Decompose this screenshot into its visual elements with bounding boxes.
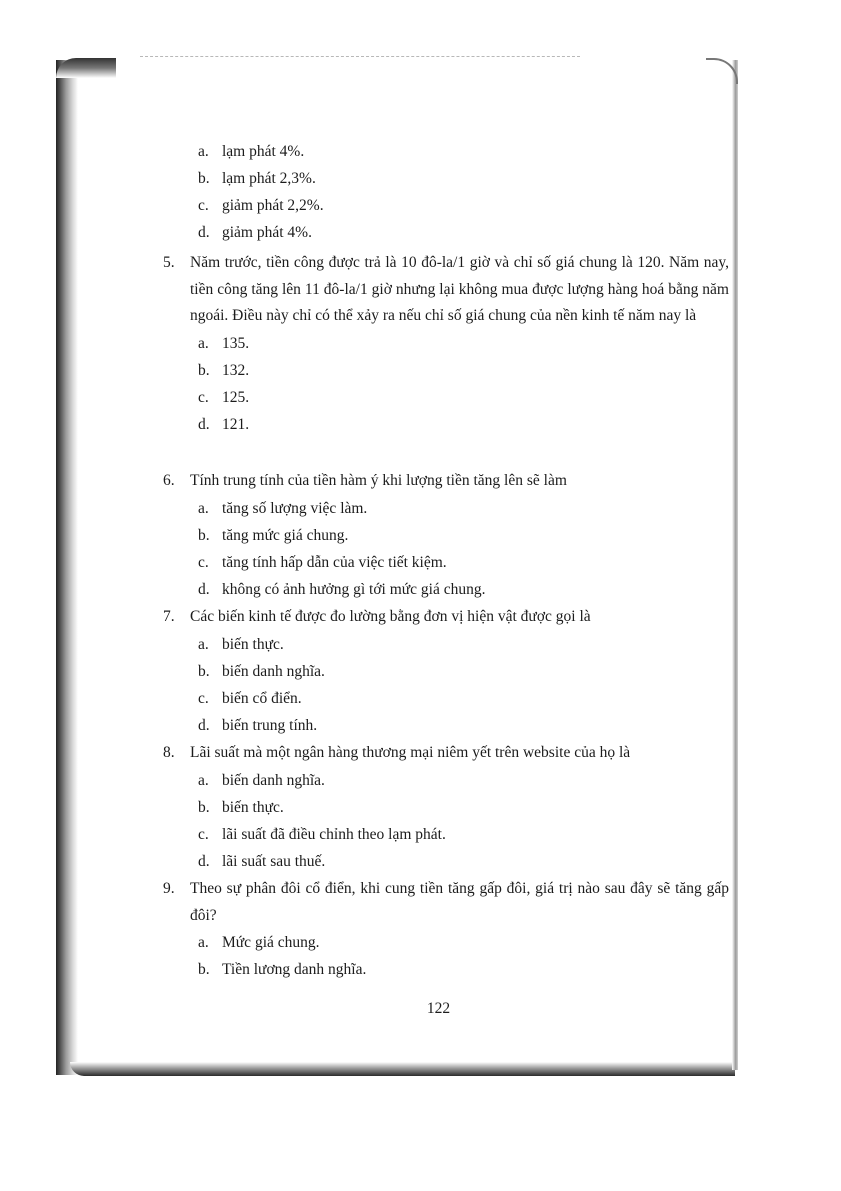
option-text: Mức giá chung. (222, 934, 320, 951)
option (198, 192, 729, 219)
page-number: 122 (426, 1000, 451, 1017)
option (198, 712, 729, 739)
option-text: biến danh nghĩa. (222, 662, 325, 680)
option-letter: c. (198, 825, 209, 843)
question-number: 9. (163, 880, 175, 897)
option (198, 411, 729, 438)
option-letter: c. (198, 197, 209, 214)
option (198, 165, 729, 192)
option-text: tăng số lượng việc làm. (222, 499, 368, 517)
question-number: 5. (163, 254, 175, 271)
option-letter: a. (198, 771, 209, 789)
previous-question-options (163, 138, 729, 246)
option-text: lạm phát 2,3%. (222, 170, 316, 187)
option-letter: b. (198, 798, 210, 816)
option-letter: d. (198, 852, 210, 870)
option (198, 685, 729, 712)
option-text: giảm phát 4%. (222, 224, 312, 241)
option (198, 384, 729, 411)
option-text: biến cổ điển. (222, 689, 302, 707)
option-text: tăng tính hấp dẫn của việc tiết kiệm. (222, 553, 447, 571)
question-text: Lãi suất mà một ngân hàng thương mại niêm yết trên website của họ là (190, 744, 631, 761)
question-text: Theo sự phân đôi cổ điển, khi cung tiền tăng gấp đôi, giá trị nào sau đây sẽ tăng gấp đôi? (190, 880, 729, 924)
option-text: lạm phát 4%. (222, 143, 305, 160)
option (198, 576, 729, 603)
option-text: tăng mức giá chung. (222, 526, 349, 544)
option-text: 135. (222, 334, 250, 352)
option-letter: a. (198, 635, 209, 653)
question-number: 6. (163, 472, 175, 489)
option-text: biến thực. (222, 798, 284, 816)
option-text: 125. (222, 388, 250, 406)
option-letter: c. (198, 388, 209, 406)
option-letter: d. (198, 224, 210, 241)
option (198, 219, 729, 246)
option-text: biến thực. (222, 635, 284, 653)
option-text: lãi suất sau thuế. (222, 852, 326, 870)
question-number: 8. (163, 744, 175, 761)
option (198, 549, 729, 576)
option-letter: b. (198, 662, 210, 680)
option-letter: b. (198, 526, 210, 544)
question-9 (163, 876, 729, 983)
option-letter: c. (198, 689, 209, 707)
option-letter: a. (198, 143, 209, 160)
option (198, 495, 729, 522)
option-text: giảm phát 2,2%. (222, 197, 324, 214)
option (198, 631, 729, 658)
option (198, 956, 729, 983)
option-text: 121. (222, 415, 250, 433)
option-letter: d. (198, 580, 210, 598)
option-letter: a. (198, 334, 209, 352)
question-7 (163, 604, 729, 739)
option-text: lãi suất đã điều chỉnh theo lạm phát. (222, 825, 446, 843)
option (198, 794, 729, 821)
option-text: biến trung tính. (222, 716, 318, 734)
option-letter: b. (198, 170, 210, 187)
option (198, 330, 729, 357)
option (198, 138, 729, 165)
question-number: 7. (163, 608, 175, 625)
option (198, 929, 729, 956)
question-text: Tính trung tính của tiền hàm ý khi lượng tiền tăng lên sẽ làm (190, 472, 567, 489)
option (198, 848, 729, 875)
option-letter: c. (198, 553, 209, 571)
question-5 (163, 250, 729, 438)
question-text: Năm trước, tiền công được trả là 10 đô-la/1 giờ và chỉ số giá chung là 120. Năm nay, tiền công tăng lên 11 đô-la/1 giờ nhưng lại không mua được lượng hàng hoá bằng năm ngoái. Điều này chỉ có thể xảy ra nếu chỉ số giá chung của nền kinh tế năm nay là (190, 254, 729, 324)
option-text: biến danh nghĩa. (222, 771, 325, 789)
option (198, 357, 729, 384)
option (198, 767, 729, 794)
option-letter: b. (198, 361, 210, 379)
option-letter: b. (198, 961, 210, 978)
option-letter: a. (198, 499, 209, 517)
option-letter: a. (198, 934, 209, 951)
option-letter: d. (198, 415, 210, 433)
option (198, 522, 729, 549)
question-text: Các biến kinh tế được đo lường bằng đơn vị hiện vật được gọi là (190, 608, 591, 625)
option-text: Tiền lương danh nghĩa. (222, 961, 367, 978)
question-6 (163, 468, 729, 603)
option-text: không có ảnh hưởng gì tới mức giá chung. (222, 580, 486, 598)
option (198, 658, 729, 685)
question-8 (163, 740, 729, 875)
option-text: 132. (222, 361, 250, 379)
option-letter: d. (198, 716, 210, 734)
option (198, 821, 729, 848)
